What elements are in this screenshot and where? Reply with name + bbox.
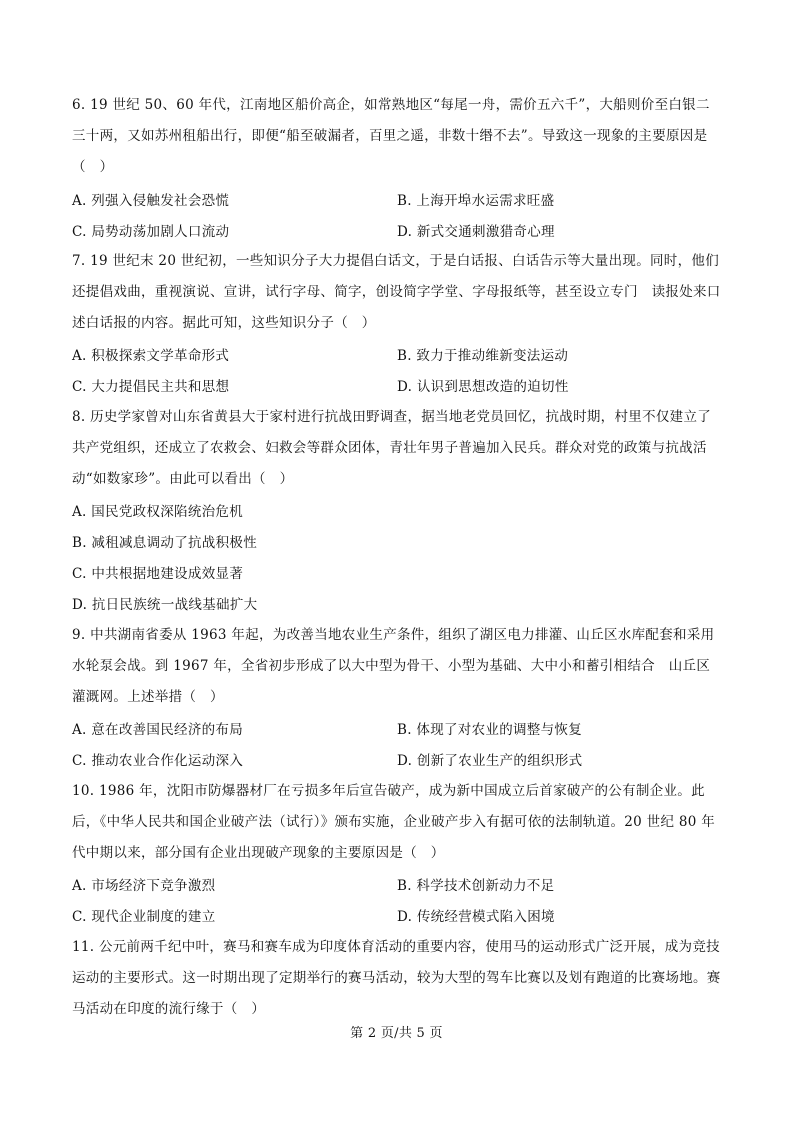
question-10-option-d: D. 传统经营模式陷入困境 xyxy=(397,909,555,925)
question-7-option-b: B. 致力于推动维新变法运动 xyxy=(397,348,569,364)
question-11-stem: 11. 公元前两千纪中叶，赛马和赛车成为印度体育活动的重要内容，使用马的运动形式广泛开展，成为竞技运动的主要形式。这一时期出现了定期举行的赛马活动，较为大型的驾车比赛以及划有跑道的比赛场地。赛马活动在印度的流行缘于（ ） xyxy=(72,939,721,1017)
question-6-option-a: A. 列强入侵触发社会恐慌 xyxy=(72,193,230,209)
question-7-option-c: C. 大力提倡民主共和思想 xyxy=(72,379,230,395)
question-7-option-d: D. 认识到思想改造的迫切性 xyxy=(397,379,569,395)
question-8-option-d: D. 抗日民族统一战线基础扩大 xyxy=(72,597,258,613)
page-number-footer: 第 2 页/共 5 页 xyxy=(350,1026,443,1041)
question-10-option-c: C. 现代企业制度的建立 xyxy=(72,909,216,925)
question-6-option-b: B. 上海开埠水运需求旺盛 xyxy=(397,193,555,209)
question-9-option-d: D. 创新了农业生产的组织形式 xyxy=(397,753,583,769)
question-7-stem: 7. 19 世纪末 20 世纪初，一些知识分子大力提倡白话文，于是白话报、白话告示等大量出现。同时，他们还提倡戏曲，重视演说、宣讲，试行字母、简字，创设简字学堂、字母报纸等，甚至设立专门 读报处来口述白话报的内容。据此可知，这些知识分子（ ） xyxy=(72,253,721,331)
question-8-stem: 8. 历史学家曾对山东省黄县大于家村进行抗战田野调查，据当地老党员回忆，抗战时期，村里不仅建立了共产党组织，还成立了农救会、妇救会等群众团体，青壮年男子普遍加入民兵。群众对党的政策与抗战活动“如数家珍”。由此可以看出（ ） xyxy=(72,409,712,487)
question-9-option-b: B. 体现了对农业的调整与恢复 xyxy=(397,722,583,738)
question-8-option-c: C. 中共根据地建设成效显著 xyxy=(72,566,244,582)
question-10-option-b: B. 科学技术创新动力不足 xyxy=(397,878,555,894)
question-6-stem: 6. 19 世纪 50、60 年代，江南地区船价高企，如常熟地区“每尾一舟，需价五六千”，大船则价至白银二三十两，又如苏州租船出行，即便“船至破漏者，百里之遥，非数十缗不去”。导致这一现象的主要原因是（ ） xyxy=(72,97,710,175)
question-6-option-c: C. 局势动荡加剧人口流动 xyxy=(72,224,230,240)
question-8-option-a: A. 国民党政权深陷统治危机 xyxy=(72,504,244,520)
question-9-stem: 9. 中共湖南省委从 1963 年起，为改善当地农业生产条件，组织了湖区电力排灌、山丘区水库配套和采用水轮泵会战。到 1967 年，全省初步形成了以大中型为骨干、小型为基础、大中小和蓄引相结合 山丘区灌溉网。上述举措（ ） xyxy=(72,627,715,705)
question-9-option-a: A. 意在改善国民经济的布局 xyxy=(72,722,244,738)
question-7-option-a: A. 积极探索文学革命形式 xyxy=(72,348,230,364)
question-10-option-a: A. 市场经济下竞争激烈 xyxy=(72,878,216,894)
question-8-option-b: B. 减租减息调动了抗战积极性 xyxy=(72,535,258,551)
question-10-stem: 10. 1986 年，沈阳市防爆器材厂在亏损多年后宣告破产，成为新中国成立后首家破产的公有制企业。此后，《中华人民共和国企业破产法（试行）》颁布实施，企业破产步入有据可依的法制轨道。20 世纪 80 年代中期以来，部分国有企业出现破产现象的主要原因是（ ） xyxy=(72,783,716,861)
question-6-option-d: D. 新式交通刺激猎奇心理 xyxy=(397,224,555,240)
question-9-option-c: C. 推动农业合作化运动深入 xyxy=(72,753,244,769)
